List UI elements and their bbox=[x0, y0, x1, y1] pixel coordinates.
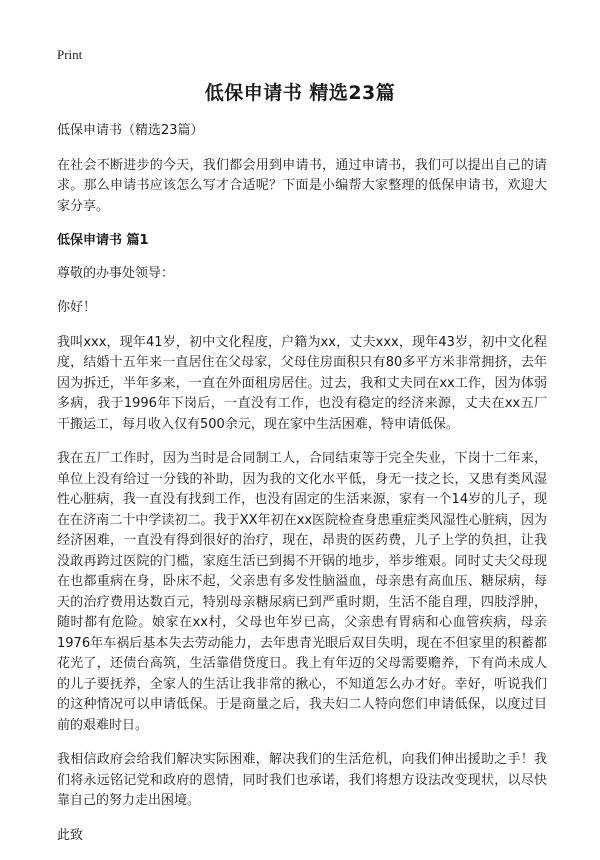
body-paragraph: 我相信政府会给我们解决实际困难，解决我们的生活危机，向我们伸出援助之手！我们将永远铭记党和政府的恩情，同时我们也承诺，我们将想方设法改变现状，以尽快靠自己的努力走出困境。 bbox=[57, 752, 547, 808]
letter-greeting: 你好！ bbox=[57, 300, 97, 315]
intro-paragraph: 在社会不断进步的今天，我们都会用到申请书，通过申请书，我们可以提出自己的请求。那么申请书应该怎么写才合适呢？下面是小编帮大家整理的低保申请书，欢迎大家分享。 bbox=[57, 157, 547, 214]
print-link[interactable]: Print bbox=[57, 47, 83, 62]
body-paragraph: 我叫xxx，现年41岁，初中文化程度，户籍为xx，丈夫xxx，现年43岁，初中文化程度，结婚十五年来一直居住在父母家，父母住房面积只有80多平方米非常拥挤，去年因为拆迁，半年多来，一直在外面租房居住。过去，我和丈夫同在xx工作，因为体弱多病，我于1996年下岗后，一直没有工作，也没有稳定的经济来源，丈夫在xx五厂干搬运工，每月收入仅有500余元，现在家中生活困难，特申请低保。 bbox=[57, 334, 547, 432]
body-paragraph: 我在五厂工作时，因为当时是合同制工人，合同结束等于完全失业，下岗十二年来，单位上没有给过一分钱的补助，因为我的文化水平低，身无一技之长，又患有类风湿性心脏病，我一直没有找到工作，也没有固定的生活来源，家有一个14岁的儿子，现在在济南二十中学读初二。我于XX年初在xx医院检查身患重症类风湿性心脏病，因为经济困难，一直没有得到很好的治疗，现在，昂贵的医药费，儿子上学的负担，让我没敢再跨过医院的门槛，家庭生活已到揭不开锅的地步，举步维艰。同时丈夫父母现在也都重病在身，卧床不起，父亲患有多发性脑溢血，母亲患有高血压、糖尿病，每天的治疗费用达数百元，特别母亲糖尿病已到严重时期，生活不能自理，四肢浮肿，随时都有危险。娘家在xx村，父母也年岁已高，父亲患有胃病和心血管疾病，母亲1976年车祸后基本失去劳动能力，去年患青光眼后双目失明，现在不但家里的积蓄都花光了，还债台高筑，生活靠借贷度日。我上有年迈的父母需要赡养，下有尚未成人的儿子要抚养，全家人的生活让我非常的揪心，不知道怎么办才好。幸好，听说我们的这种情况可以申请低保。于是商量之后，我夫妇二人特向您们申请低保，以度过目前的艰难时日。 bbox=[57, 451, 547, 733]
document-subtitle: 低保申请书（精选23篇） bbox=[57, 123, 204, 138]
letter-salutation: 尊敬的办事处领导： bbox=[57, 265, 175, 281]
document-body bbox=[57, 121, 547, 860]
section-heading: 低保申请书 篇1 bbox=[57, 233, 149, 248]
letter-closing: 此致 bbox=[57, 827, 84, 843]
page-title: 低保申请书 精选23篇 bbox=[204, 82, 396, 104]
